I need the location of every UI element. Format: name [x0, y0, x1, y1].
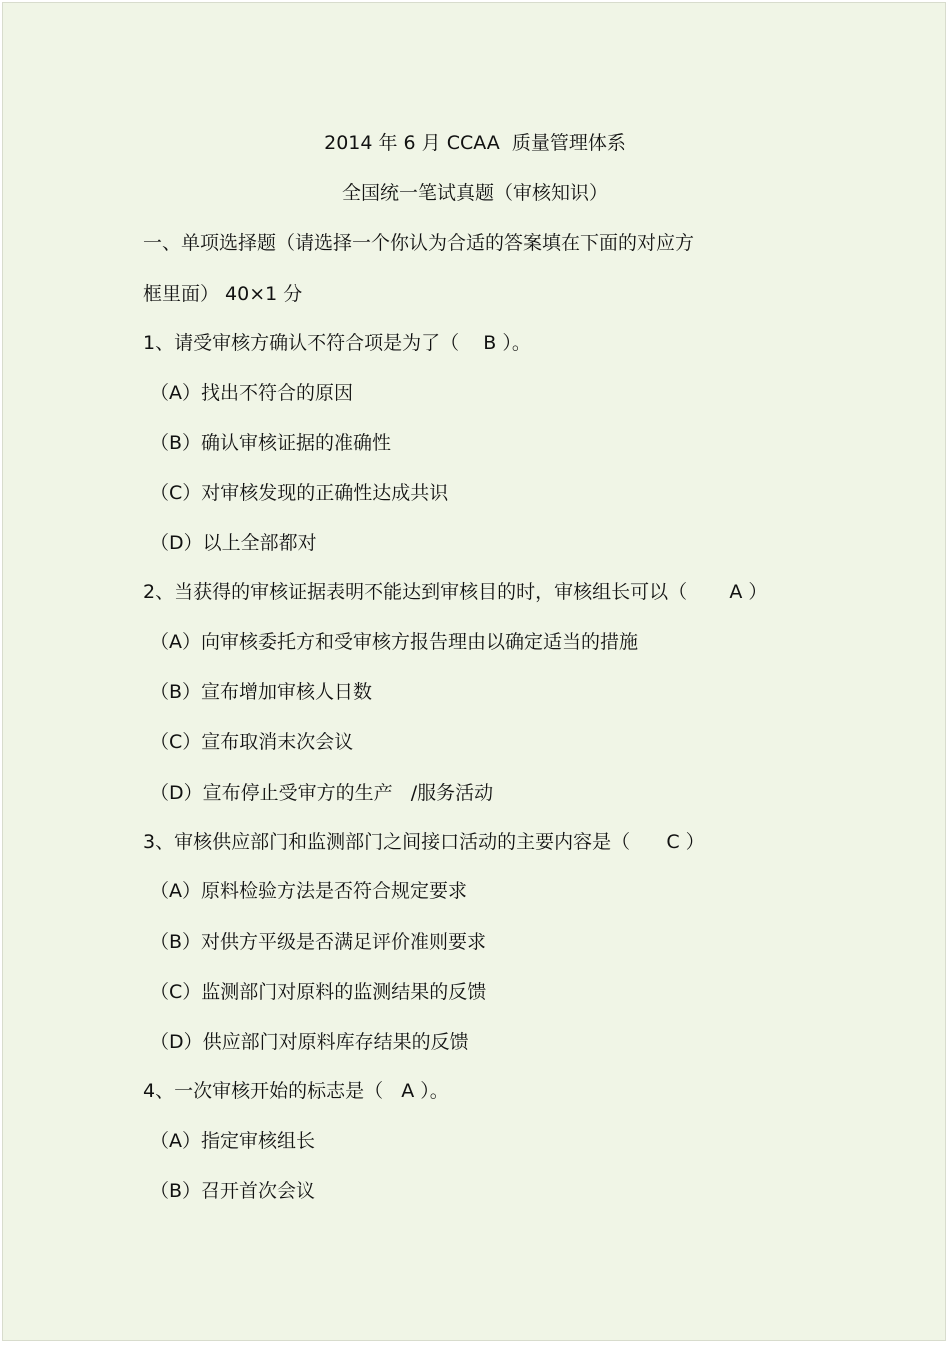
- document-subtitle: 全国统一笔试真题（审核知识）: [341, 182, 608, 204]
- question-1-option-a: （A）找出不符合的原因: [150, 382, 353, 404]
- section-heading: 一、单项选择题（请选择一个你认为合适的答案填在下面的对应方: [143, 232, 695, 254]
- question-4-option-a: （A）指定审核组长: [150, 1130, 315, 1152]
- question-1-option-d: （D）以上全部都对: [150, 532, 317, 554]
- question-1-option-b: （B）确认审核证据的准确性: [150, 432, 392, 454]
- question-3-option-c: （C）监测部门对原料的监测结果的反馈: [150, 981, 487, 1003]
- document-title: 2014 年 6 月 CCAA 质量管理体系: [324, 132, 626, 154]
- question-2-option-c: （C）宣布取消末次会议: [150, 731, 354, 753]
- question-3-option-a: （A）原料检验方法是否符合规定要求: [150, 880, 467, 902]
- question-2-option-b: （B）宣布增加审核人日数: [150, 681, 373, 703]
- question-3-stem: 3、审核供应部门和监测部门之间接口活动的主要内容是（ C ）: [143, 831, 705, 853]
- section-heading-continued: 框里面） 40×1 分: [143, 283, 303, 305]
- question-2-option-a: （A）向审核委托方和受审核方报告理由以确定适当的措施: [150, 631, 638, 653]
- question-3-option-b: （B）对供方平级是否满足评价准则要求: [150, 931, 487, 953]
- question-4-stem: 4、一次审核开始的标志是（ A ）。: [143, 1080, 449, 1102]
- question-1-option-c: （C）对审核发现的正确性达成共识: [150, 482, 449, 504]
- question-4-option-b: （B）召开首次会议: [150, 1180, 316, 1202]
- question-2-option-d: （D）宣布停止受审方的生产 /服务活动: [150, 782, 494, 804]
- question-1-stem: 1、请受审核方确认不符合项是为了（ B ）。: [143, 332, 531, 354]
- question-3-option-d: （D）供应部门对原料库存结果的反馈: [150, 1031, 469, 1053]
- question-2-stem: 2、当获得的审核证据表明不能达到审核目的时，审核组长可以（ A ）: [143, 581, 768, 603]
